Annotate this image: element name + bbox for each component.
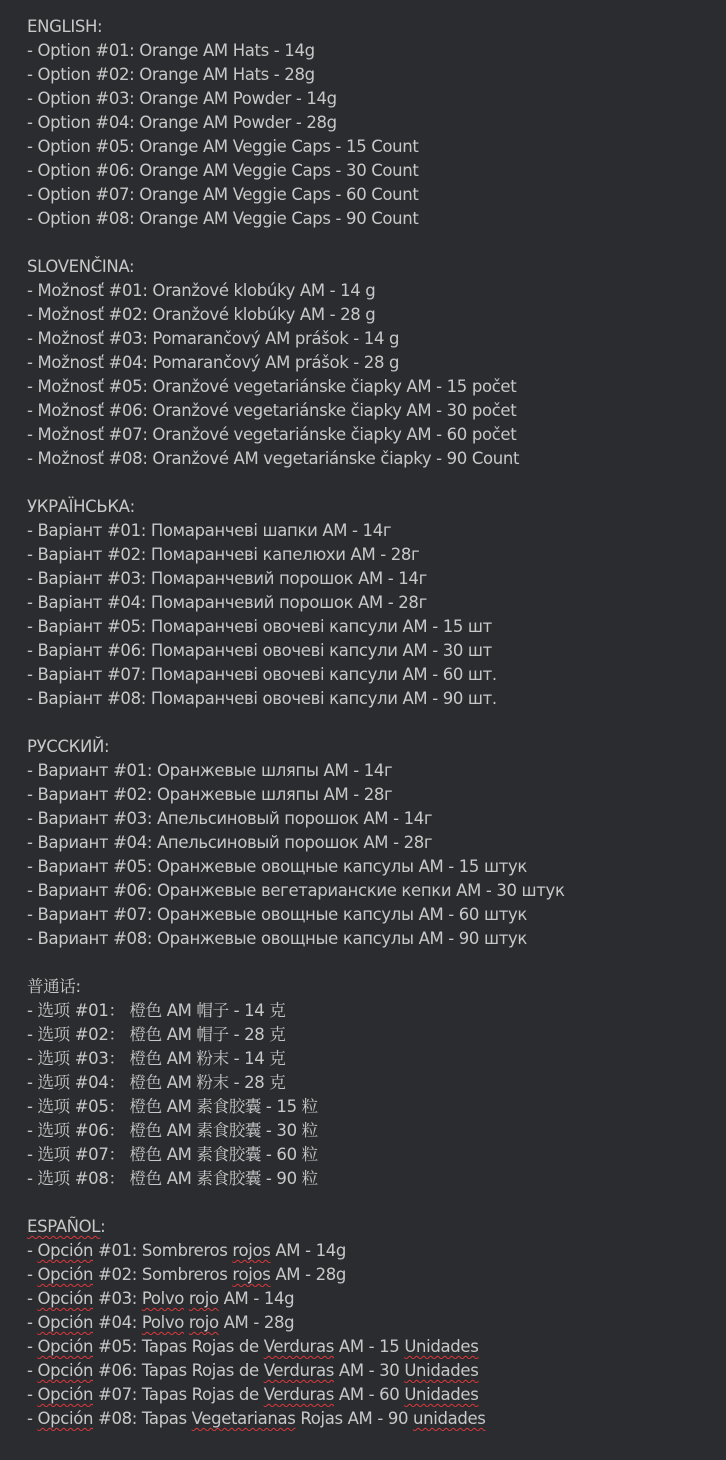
option-line: - Варіант #05: Помаранчеві овочеві капсули AM - 15 шт <box>27 617 492 636</box>
section-heading: 普通话: <box>27 977 81 996</box>
spellcheck-flagged-word[interactable]: Opción <box>37 1385 94 1404</box>
blank-line <box>27 1191 717 1215</box>
option-line: - Option #04: Orange AM Powder - 28g <box>27 113 337 132</box>
option-line: - Вариант #05: Оранжевые овощные капсулы AM - 15 штук <box>27 857 528 876</box>
option-line: - 选项 #02： 橙色 AM 帽子 - 28 克 <box>27 1025 286 1044</box>
option-line: - Вариант #03: Апельсиновый порошок AM - 14г <box>27 809 433 828</box>
spellcheck-flagged-word[interactable]: Opción <box>37 1361 94 1380</box>
option-line: - Možnosť #03: Pomarančový AM prášok - 14 g <box>27 329 400 348</box>
option-line: - Варіант #01: Помаранчеві шапки AM - 14г <box>27 521 392 540</box>
spellcheck-flagged-word[interactable]: Verduras <box>263 1385 334 1404</box>
option-line: - 选项 #04： 橙色 AM 粉末 - 28 克 <box>27 1073 286 1092</box>
spellcheck-flagged-word[interactable]: Opción <box>37 1337 94 1356</box>
option-line: - Вариант #08: Оранжевые овощные капсулы AM - 90 штук <box>27 929 528 948</box>
spellcheck-flagged-word[interactable]: Polvo <box>141 1289 185 1308</box>
option-line: - Možnosť #08: Oranžové AM vegetariánske čiapky - 90 Count <box>27 449 520 468</box>
blank-line <box>27 231 717 255</box>
spellcheck-flagged-word[interactable]: Unidades <box>404 1361 479 1380</box>
option-line: - Вариант #06: Оранжевые вегетарианские кепки AM - 30 штук <box>27 881 565 900</box>
spellcheck-flagged-word[interactable]: rojos <box>232 1265 271 1284</box>
section-heading: ENGLISH: <box>27 17 103 36</box>
spellcheck-flagged-word[interactable]: rojo <box>188 1289 219 1308</box>
spellcheck-flagged-word[interactable]: Opción <box>37 1265 94 1284</box>
option-line: - Варіант #08: Помаранчеві овочеві капсули AM - 90 шт. <box>27 689 497 708</box>
spellcheck-flagged-word[interactable]: Opción <box>37 1409 94 1428</box>
section-heading: УКРАЇНСЬКА: <box>27 497 135 516</box>
option-line: - Вариант #02: Оранжевые шляпы AM - 28г <box>27 785 393 804</box>
spellcheck-flagged-word[interactable]: rojo <box>188 1313 219 1332</box>
spellcheck-flagged-word[interactable]: Opción <box>37 1313 94 1332</box>
spellcheck-flagged-word[interactable]: Polvo <box>141 1313 185 1332</box>
option-line: - Варіант #04: Помаранчевий порошок AM - 28г <box>27 593 427 612</box>
option-line: - Option #08: Orange AM Veggie Caps - 90 Count <box>27 209 419 228</box>
spellcheck-flagged-word[interactable]: Verduras <box>263 1361 334 1380</box>
option-line: - Варіант #06: Помаранчеві овочеві капсули AM - 30 шт <box>27 641 492 660</box>
option-line: - Варіант #07: Помаранчеві овочеві капсули AM - 60 шт. <box>27 665 497 684</box>
spellcheck-flagged-word[interactable]: Vegetarianas <box>191 1409 296 1428</box>
option-line: - Možnosť #01: Oranžové klobúky AM - 14 g <box>27 281 376 300</box>
option-line: - Option #05: Orange AM Veggie Caps - 15 Count <box>27 137 419 156</box>
option-line: - Opción #05: Tapas Rojas de Verduras AM - 15 Unidades <box>27 1337 479 1356</box>
option-line: - Вариант #04: Апельсиновый порошок AM - 28г <box>27 833 433 852</box>
option-line: - Option #06: Orange AM Veggie Caps - 30 Count <box>27 161 419 180</box>
option-line: - Варіант #03: Помаранчевий порошок AM - 14г <box>27 569 427 588</box>
option-line: - Možnosť #02: Oranžové klobúky AM - 28 g <box>27 305 376 324</box>
option-line: - 选项 #05： 橙色 AM 素食胶囊 - 15 粒 <box>27 1097 318 1116</box>
option-line: - Možnosť #04: Pomarančový AM prášok - 28 g <box>27 353 400 372</box>
blank-line <box>27 951 717 975</box>
option-line: - Варіант #02: Помаранчеві капелюхи AM - 28г <box>27 545 420 564</box>
option-line: - 选项 #03： 橙色 AM 粉末 - 14 克 <box>27 1049 286 1068</box>
section-heading: РУССКИЙ: <box>27 737 110 756</box>
option-line: - 选项 #01： 橙色 AM 帽子 - 14 克 <box>27 1001 286 1020</box>
section-heading: ESPAÑOL: <box>27 1217 106 1236</box>
option-line: - Option #02: Orange AM Hats - 28g <box>27 65 315 84</box>
option-line: - Možnosť #05: Oranžové vegetariánske čiapky AM - 15 počet <box>27 377 517 396</box>
spellcheck-flagged-word[interactable]: Opción <box>37 1241 94 1260</box>
option-line: - Option #01: Orange AM Hats - 14g <box>27 41 315 60</box>
spellcheck-flagged-word[interactable]: rojos <box>232 1241 271 1260</box>
option-line: - Вариант #07: Оранжевые овощные капсулы AM - 60 штук <box>27 905 528 924</box>
text-document[interactable] <box>27 15 717 1431</box>
spellcheck-flagged-word[interactable]: unidades <box>413 1409 486 1428</box>
spellcheck-flagged-word[interactable]: Opción <box>37 1289 94 1308</box>
option-line: - Option #07: Orange AM Veggie Caps - 60 Count <box>27 185 419 204</box>
option-line: - Opción #07: Tapas Rojas de Verduras AM - 60 Unidades <box>27 1385 479 1404</box>
option-line: - Opción #01: Sombreros rojos AM - 14g <box>27 1241 346 1260</box>
blank-line <box>27 711 717 735</box>
section-heading: SLOVENČINA: <box>27 257 135 276</box>
option-line: - Opción #06: Tapas Rojas de Verduras AM - 30 Unidades <box>27 1361 479 1380</box>
option-line: - Možnosť #07: Oranžové vegetariánske čiapky AM - 60 počet <box>27 425 517 444</box>
option-line: - 选项 #07： 橙色 AM 素食胶囊 - 60 粒 <box>27 1145 318 1164</box>
option-line: - Opción #02: Sombreros rojos AM - 28g <box>27 1265 346 1284</box>
option-line: - 选项 #06： 橙色 AM 素食胶囊 - 30 粒 <box>27 1121 318 1140</box>
option-line: - Option #03: Orange AM Powder - 14g <box>27 89 337 108</box>
option-line: - Opción #03: Polvo rojo AM - 14g <box>27 1289 295 1308</box>
spellcheck-flagged-word[interactable]: Verduras <box>263 1337 334 1356</box>
option-line: - Вариант #01: Оранжевые шляпы AM - 14г <box>27 761 393 780</box>
option-line: - Možnosť #06: Oranžové vegetariánske čiapky AM - 30 počet <box>27 401 517 420</box>
spellcheck-flagged-word[interactable]: ESPAÑOL <box>27 1217 101 1236</box>
option-line: - 选项 #08： 橙色 AM 素食胶囊 - 90 粒 <box>27 1169 318 1188</box>
spellcheck-flagged-word[interactable]: Unidades <box>404 1337 479 1356</box>
option-line: - Opción #08: Tapas Vegetarianas Rojas AM - 90 unidades <box>27 1409 486 1428</box>
spellcheck-flagged-word[interactable]: Unidades <box>404 1385 479 1404</box>
option-line: - Opción #04: Polvo rojo AM - 28g <box>27 1313 295 1332</box>
blank-line <box>27 471 717 495</box>
